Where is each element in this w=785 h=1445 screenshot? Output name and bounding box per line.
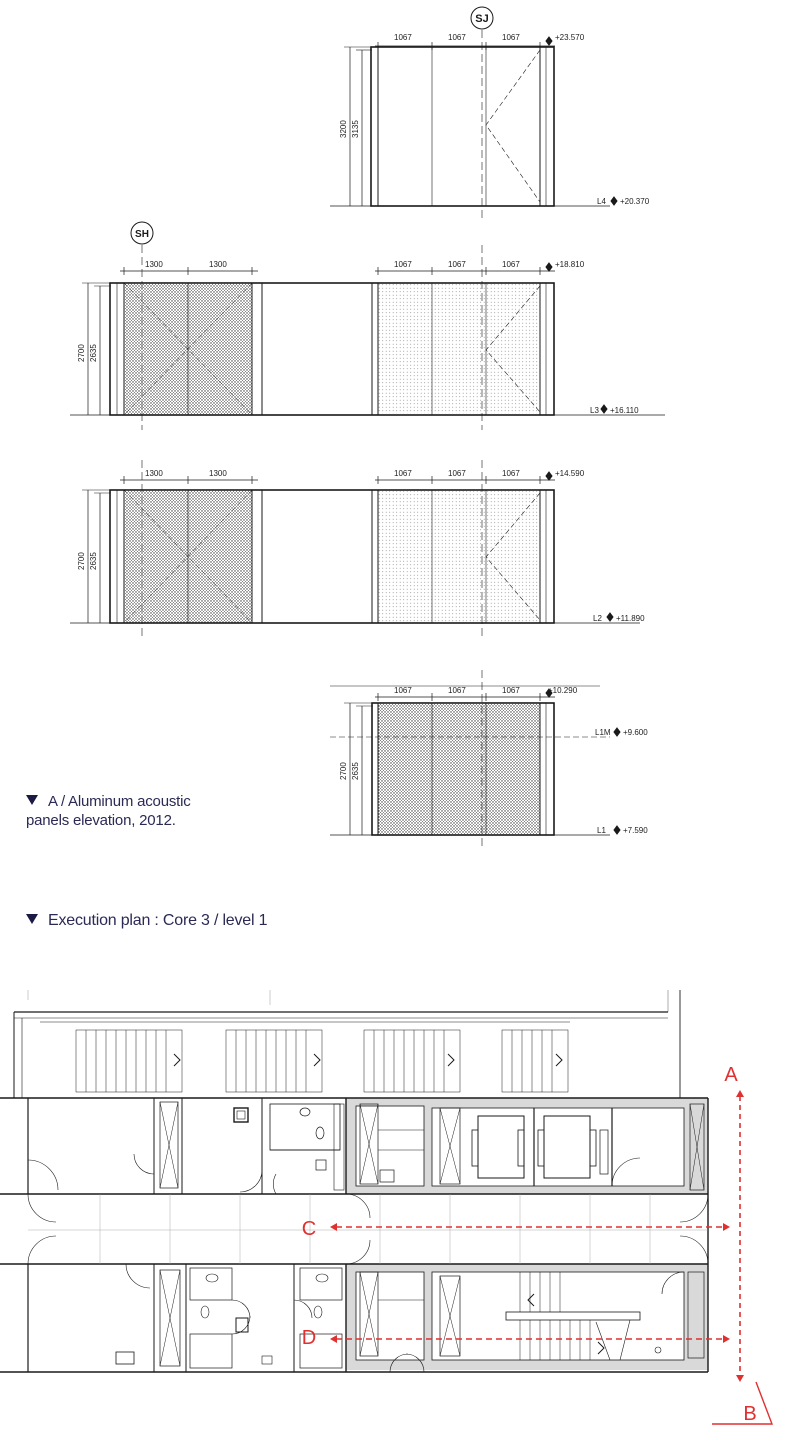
floor-plan — [0, 990, 708, 1372]
dim-2700: 2700 — [77, 344, 86, 362]
dim-2700: 2700 — [339, 762, 348, 780]
caption-elevation — [26, 792, 191, 830]
dim-1067: 1067 — [448, 260, 466, 269]
dim-1067: 1067 — [394, 33, 412, 42]
level-top-e3: +14.590 — [555, 469, 585, 478]
level-l1m: +9.600 — [623, 728, 648, 737]
dim-2635: 2635 — [89, 344, 98, 362]
elevation-l3 — [70, 222, 665, 430]
triangle-bullet-icon — [26, 795, 38, 805]
dim-1067: 1067 — [394, 260, 412, 269]
dim-1067: 1067 — [394, 469, 412, 478]
level-tag-l3: L3 — [590, 406, 599, 415]
dim-2700: 2700 — [77, 552, 86, 570]
grid-label-sh: SH — [135, 229, 149, 240]
caption-elevation-line1: A / Aluminum acoustic — [48, 793, 191, 810]
grid-label-sj: SJ — [475, 13, 489, 25]
dim-1067: 1067 — [448, 469, 466, 478]
section-marker-d: D — [301, 1327, 317, 1349]
section-marker-b: B — [743, 1403, 757, 1425]
dim-1067: 1067 — [448, 33, 466, 42]
dim-1067: 1067 — [394, 686, 412, 695]
dim-1300: 1300 — [209, 469, 227, 478]
dim-3200: 3200 — [339, 120, 348, 138]
level-top-e2: +18.810 — [555, 260, 585, 269]
caption-elevation-line2: panels elevation, 2012. — [26, 812, 176, 829]
dim-1300: 1300 — [145, 469, 163, 478]
level-tag-l1m: L1M — [595, 728, 611, 737]
level-l3: +16.110 — [610, 406, 639, 415]
dim-1067: 1067 — [448, 686, 466, 695]
level-tag-l2: L2 — [593, 614, 602, 623]
dim-1300: 1300 — [145, 260, 163, 269]
section-marker-c: C — [301, 1218, 317, 1240]
triangle-bullet-icon — [26, 914, 38, 924]
dim-1067: 1067 — [502, 260, 520, 269]
dim-1067: 1067 — [502, 686, 520, 695]
elevation-l1 — [330, 670, 620, 850]
caption-plan — [26, 911, 267, 930]
dim-1300: 1300 — [209, 260, 227, 269]
level-l2: +11.890 — [616, 614, 645, 623]
elevation-l2 — [70, 460, 640, 640]
level-l4: +20.370 — [620, 197, 650, 206]
level-top-e4: +10.290 — [548, 686, 578, 695]
dim-1067: 1067 — [502, 33, 520, 42]
level-tag-l1: L1 — [597, 826, 606, 835]
dim-3135: 3135 — [351, 120, 360, 138]
dim-2635: 2635 — [89, 552, 98, 570]
dim-2635: 2635 — [351, 762, 360, 780]
caption-plan-text: Execution plan : Core 3 / level 1 — [48, 912, 268, 929]
level-top-e1: +23.570 — [555, 33, 585, 42]
dim-1067: 1067 — [502, 469, 520, 478]
section-marker-a: A — [724, 1064, 738, 1086]
level-l1: +7.590 — [623, 826, 648, 835]
level-tag-l4: L4 — [597, 197, 606, 206]
